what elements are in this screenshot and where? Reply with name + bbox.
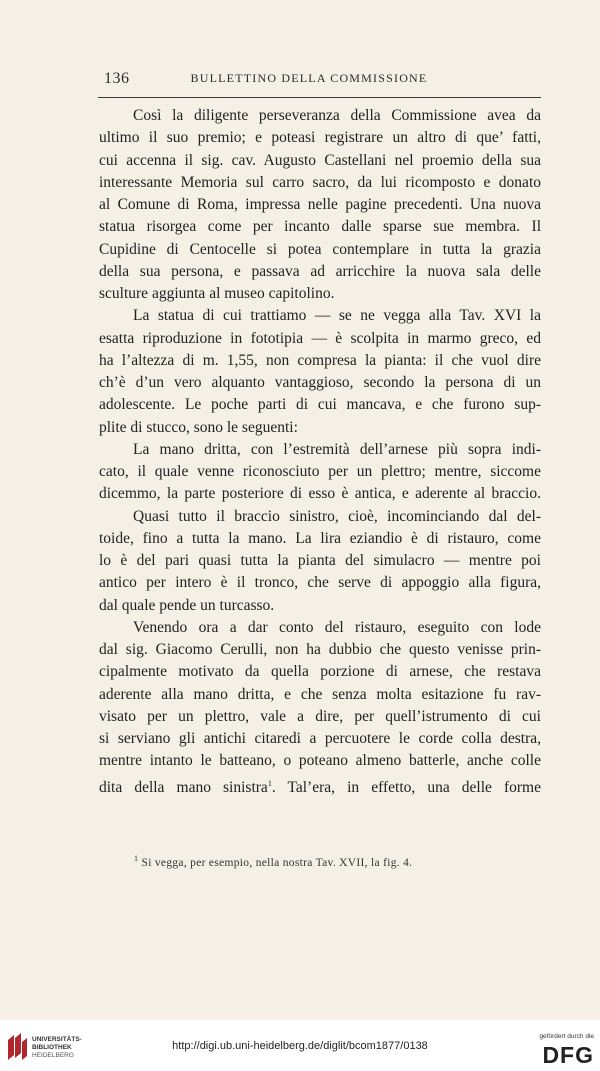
- footnote-text: Si vegga, per esempio, nella nostra Tav. XVII, la fig. 4.: [141, 856, 413, 869]
- footnote: [134, 854, 412, 869]
- text-line: ha l’altezza di m. 1,55, non compresa la pianta: il che vuol dire: [99, 351, 541, 369]
- library-name-line-1: UNIVERSITÄTS-: [32, 1036, 82, 1043]
- header-rule: [98, 97, 541, 98]
- text-fragment: dita della mano sinistra: [99, 778, 268, 796]
- text-line: della sua persona, e passava ad arricchire la nuova sala delle: [99, 262, 541, 280]
- text-line: antico per intero è il tronco, che serve di appoggio alla figura,: [99, 574, 541, 592]
- text-line: mentre intanto le batteano, o poteano almeno batterle, anche colle: [99, 752, 541, 770]
- text-line: Così la diligente perseveranza della Commissione avea da: [133, 107, 541, 124]
- text-line: toide, fino a tutta la mano. La lira eziandio è di ristauro, come: [99, 529, 541, 547]
- text-line: Venendo ora a dar conto del ristauro, eseguito con lode: [133, 618, 541, 636]
- text-line: cipalmente motivato da quella porzione di arnese, che restava: [99, 663, 541, 681]
- funding-note: gefördert durch die: [539, 1033, 594, 1040]
- running-title: BULLETTINO DELLA COMMISSIONE: [190, 71, 428, 85]
- text-line: plite di stucco, sono le seguenti:: [99, 418, 298, 436]
- dfg-logo-icon[interactable]: [514, 1042, 594, 1066]
- dfg-logo-text: DFG: [542, 1042, 594, 1066]
- text-line: La statua di cui trattiamo — se ne vegga alla Tav. XVI la: [133, 307, 541, 325]
- footnote-reference[interactable]: 1: [267, 778, 272, 788]
- text-line: ultimo il suo premio; e poteasi registrare un altro di que’ fatti,: [99, 129, 541, 147]
- body-text: [99, 105, 541, 799]
- text-line: Cupidine di Centocelle si potea contemplare in tutta la grazia: [99, 240, 541, 258]
- text-line: aderente alla mano dritta, e che senza molta esitazione fu rav-: [99, 685, 541, 703]
- permalink-url[interactable]: http://digi.ub.uni-heidelberg.de/diglit/bcom1877/0138: [172, 1040, 428, 1052]
- text-line: La mano dritta, con l’estremità dell’arnese più sopra indi-: [133, 440, 541, 458]
- text-line: al Comune di Roma, impressa nelle pagine precedenti. Una nuova: [99, 196, 541, 213]
- text-line: dal sig. Giacomo Cerulli, non ha dubbio che questo venisse prin-: [99, 641, 541, 658]
- text-line: Quasi tutto il braccio sinistro, cioè, incominciando dal del-: [133, 507, 541, 525]
- text-line: interessante Memoria sul carro sacro, da lui ricomposto e donato: [99, 173, 541, 191]
- footnote-marker: 1: [134, 854, 139, 863]
- text-line: cui accenna il sig. cav. Augusto Castellani nel proemio della sua: [99, 151, 541, 169]
- text-line: sculture aggiunta al museo capitolino.: [99, 285, 335, 302]
- text-line: dal quale pende un turcasso.: [99, 596, 275, 614]
- text-line: dicemmo, la parte posteriore di esso è antica, e aderente al braccio.: [99, 485, 541, 503]
- text-line: ch’è d’un vero alquanto vantaggioso, secondo la persona di un: [99, 374, 541, 391]
- text-line: adolescente. Le poche parti di cui mancava, e che furono sup-: [99, 396, 541, 414]
- text-line-with-footnote: [99, 773, 541, 799]
- text-line: lo è del pari quasi tutta la pianta del simulacro — mentre poi: [99, 552, 541, 569]
- text-line: si serviano gli antichi citaredi a percuotere le corde colla destra,: [99, 730, 541, 747]
- text-line: cato, il quale venne riconosciuto per un plettro; mentre, siccome: [99, 463, 541, 480]
- library-name-line-3: HEIDELBERG: [32, 1052, 74, 1059]
- text-fragment: Tal’era, in effetto, una delle forme: [287, 778, 541, 796]
- text-line: esatta riproduzione in fototipia — è scolpita in marmo greco, ed: [99, 329, 541, 347]
- text-line: statua risorgea come per incanto dalle sparse sue membra. Il: [99, 218, 541, 236]
- library-name-line-2: BIBLIOTHEK: [32, 1044, 72, 1051]
- page-number: 136: [104, 70, 130, 87]
- text-fragment: .: [271, 778, 288, 796]
- text-line: visato per un plettro, vale a dire, per quell’istrumento di cui: [99, 707, 541, 725]
